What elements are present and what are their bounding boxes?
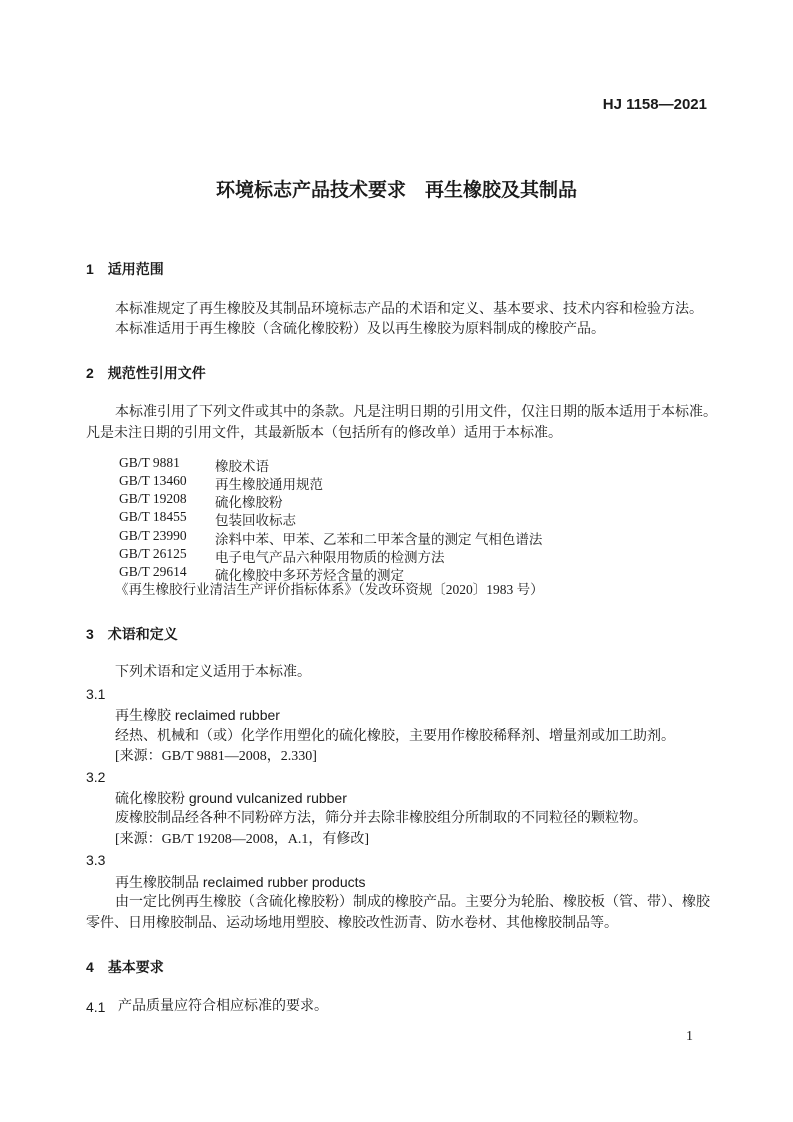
term-source: [来源：GB/T 9881—2008，2.330]	[115, 749, 317, 764]
reference-title: 包装回收标志	[215, 513, 296, 528]
standard-code: HJ 1158—2021	[602, 96, 707, 113]
term-definition: 废橡胶制品经各种不同粉碎方法，筛分并去除非橡胶组分所制取的不同粒径的颗粒物。	[115, 811, 647, 826]
term-number: 3.2	[86, 769, 106, 785]
reference-title: 涂料中苯、甲苯、乙苯和二甲苯含量的测定 气相色谱法	[215, 532, 543, 547]
requirement-text: 产品质量应符合相应标准的要求。	[118, 999, 328, 1014]
reference-title: 橡胶术语	[215, 459, 269, 474]
section-1-paragraph-2: 本标准适用于再生橡胶（含硫化橡胶粉）及以再生橡胶为原料制成的橡胶产品。	[115, 322, 605, 337]
section-3-intro: 下列术语和定义适用于本标准。	[115, 665, 311, 680]
section-1-paragraph-1: 本标准规定了再生橡胶及其制品环境标志产品的术语和定义、基本要求、技术内容和检验方法。	[115, 302, 703, 317]
section-2-heading: 2 规范性引用文件	[86, 365, 206, 381]
reference-code: GB/T 13460	[119, 473, 187, 488]
reference-code: GB/T 23990	[119, 528, 187, 543]
term-name: 再生橡胶 reclaimed rubber	[115, 707, 280, 723]
term-name: 硫化橡胶粉 ground vulcanized rubber	[115, 790, 347, 806]
reference-title: 再生橡胶通用规范	[215, 477, 323, 492]
term-number: 3.1	[86, 686, 106, 702]
reference-code: GB/T 9881	[119, 455, 180, 470]
term-definition: 经热、机械和（或）化学作用塑化的硫化橡胶，主要用作橡胶稀释剂、增量剂或加工助剂。	[115, 729, 675, 744]
section-4-heading: 4 基本要求	[86, 959, 164, 975]
reference-title: 硫化橡胶中多环芳烃含量的测定	[215, 568, 404, 583]
reference-code: GB/T 19208	[119, 491, 187, 506]
page-number: 1	[686, 1029, 693, 1044]
requirement-number: 4.1	[86, 999, 106, 1015]
section-1-heading: 1 适用范围	[86, 261, 164, 277]
page-title: 环境标志产品技术要求 再生橡胶及其制品	[215, 180, 577, 201]
term-number: 3.3	[86, 852, 106, 868]
section-2-intro-line-1: 本标准引用了下列文件或其中的条款。凡是注明日期的引用文件，仅注日期的版本适用于本标准。	[115, 405, 717, 420]
term-definition-line-2: 零件、日用橡胶制品、运动场地用塑胶、橡胶改性沥青、防水卷材、其他橡胶制品等。	[86, 916, 618, 931]
section-2-intro-line-2: 凡是未注日期的引用文件，其最新版本（包括所有的修改单）适用于本标准。	[86, 426, 562, 441]
reference-code: GB/T 29614	[119, 564, 187, 579]
reference-title: 电子电气产品六种限用物质的检测方法	[215, 550, 445, 565]
term-name: 再生橡胶制品 reclaimed rubber products	[115, 874, 366, 890]
reference-last: 《再生橡胶行业清洁生产评价指标体系》（发改环资规〔2020〕1983 号）	[115, 582, 544, 597]
term-source: [来源：GB/T 19208—2008，A.1，有修改]	[115, 832, 370, 847]
reference-title: 硫化橡胶粉	[215, 495, 283, 510]
term-definition-line-1: 由一定比例再生橡胶（含硫化橡胶粉）制成的橡胶产品。主要分为轮胎、橡胶板（管、带）、橡胶	[115, 895, 710, 910]
reference-code: GB/T 18455	[119, 509, 187, 524]
section-3-heading: 3 术语和定义	[86, 626, 178, 642]
reference-code: GB/T 26125	[119, 546, 187, 561]
